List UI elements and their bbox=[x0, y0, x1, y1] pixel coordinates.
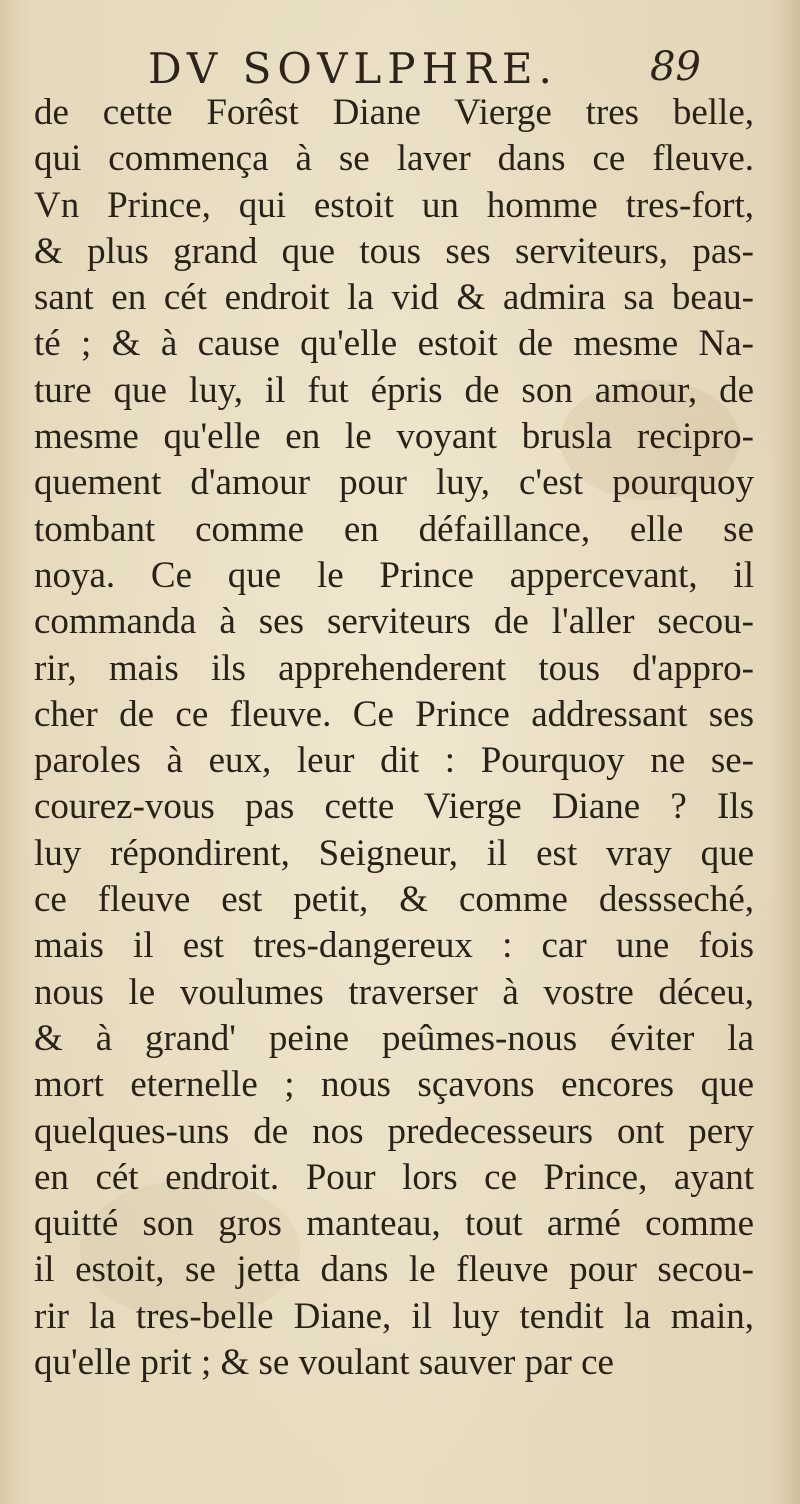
text-line: cher de ce fleuve. Ce Prince addressant ses bbox=[34, 693, 754, 735]
text-line: sant en cét endroit la vid & admira sa beau- bbox=[34, 277, 754, 319]
text-line: tombant comme en défaillance, elle se bbox=[34, 508, 754, 550]
text-line: il estoit, se jetta dans le fleuve pour secou- bbox=[34, 1249, 754, 1291]
text-line: quement d'amour pour luy, c'est pourquoy bbox=[34, 462, 754, 504]
text-line: courez-vous pas cette Vierge Diane ? Ils bbox=[34, 786, 754, 828]
text-line: quitté son gros manteau, tout armé comme bbox=[34, 1203, 754, 1245]
text-line: mort eternelle ; nous sçavons encores que bbox=[34, 1064, 754, 1106]
text-line: en cét endroit. Pour lors ce Prince, ayant bbox=[34, 1156, 754, 1198]
text-line: rir, mais ils apprehenderent tous d'appro- bbox=[34, 647, 754, 689]
running-title: DV SOVLPHRE. bbox=[148, 44, 558, 93]
text-line: quelques-uns de nos predecesseurs ont pery bbox=[34, 1110, 754, 1152]
text-line: ce fleuve est petit, & comme dessseché, bbox=[34, 879, 754, 921]
text-line: qui commença à se laver dans ce fleuve. bbox=[34, 138, 754, 180]
text-line: commanda à ses serviteurs de l'aller secou- bbox=[34, 601, 754, 643]
text-line: rir la tres-belle Diane, il luy tendit la main, bbox=[34, 1295, 754, 1337]
text-line: mais il est tres-dangereux : car une fois bbox=[34, 925, 754, 967]
text-line: paroles à eux, leur dit : Pourquoy ne se- bbox=[34, 740, 754, 782]
text-line: luy répondirent, Seigneur, il est vray que bbox=[34, 832, 754, 874]
text-line: Vn Prince, qui estoit un homme tres-fort, bbox=[34, 184, 754, 226]
page-number: 89 bbox=[650, 44, 701, 90]
text-line: & à grand' peine peûmes-nous éviter la bbox=[34, 1017, 754, 1059]
text-line: de cette Forêst Diane Vierge tres belle, bbox=[34, 92, 754, 133]
text-line: qu'elle prit ; & se voulant sauver par ce bbox=[34, 1342, 614, 1384]
text-line: mesme qu'elle en le voyant brusla recipro- bbox=[34, 416, 754, 458]
text-line: té ; & à cause qu'elle estoit de mesme Na- bbox=[34, 323, 754, 365]
body-text bbox=[34, 90, 754, 1386]
text-line: nous le voulumes traverser à vostre déceu, bbox=[34, 971, 754, 1013]
text-line: ture que luy, il fut épris de son amour, de bbox=[34, 369, 754, 411]
text-line: & plus grand que tous ses serviteurs, pas- bbox=[34, 230, 754, 272]
text-line: noya. Ce que le Prince appercevant, il bbox=[34, 554, 754, 596]
